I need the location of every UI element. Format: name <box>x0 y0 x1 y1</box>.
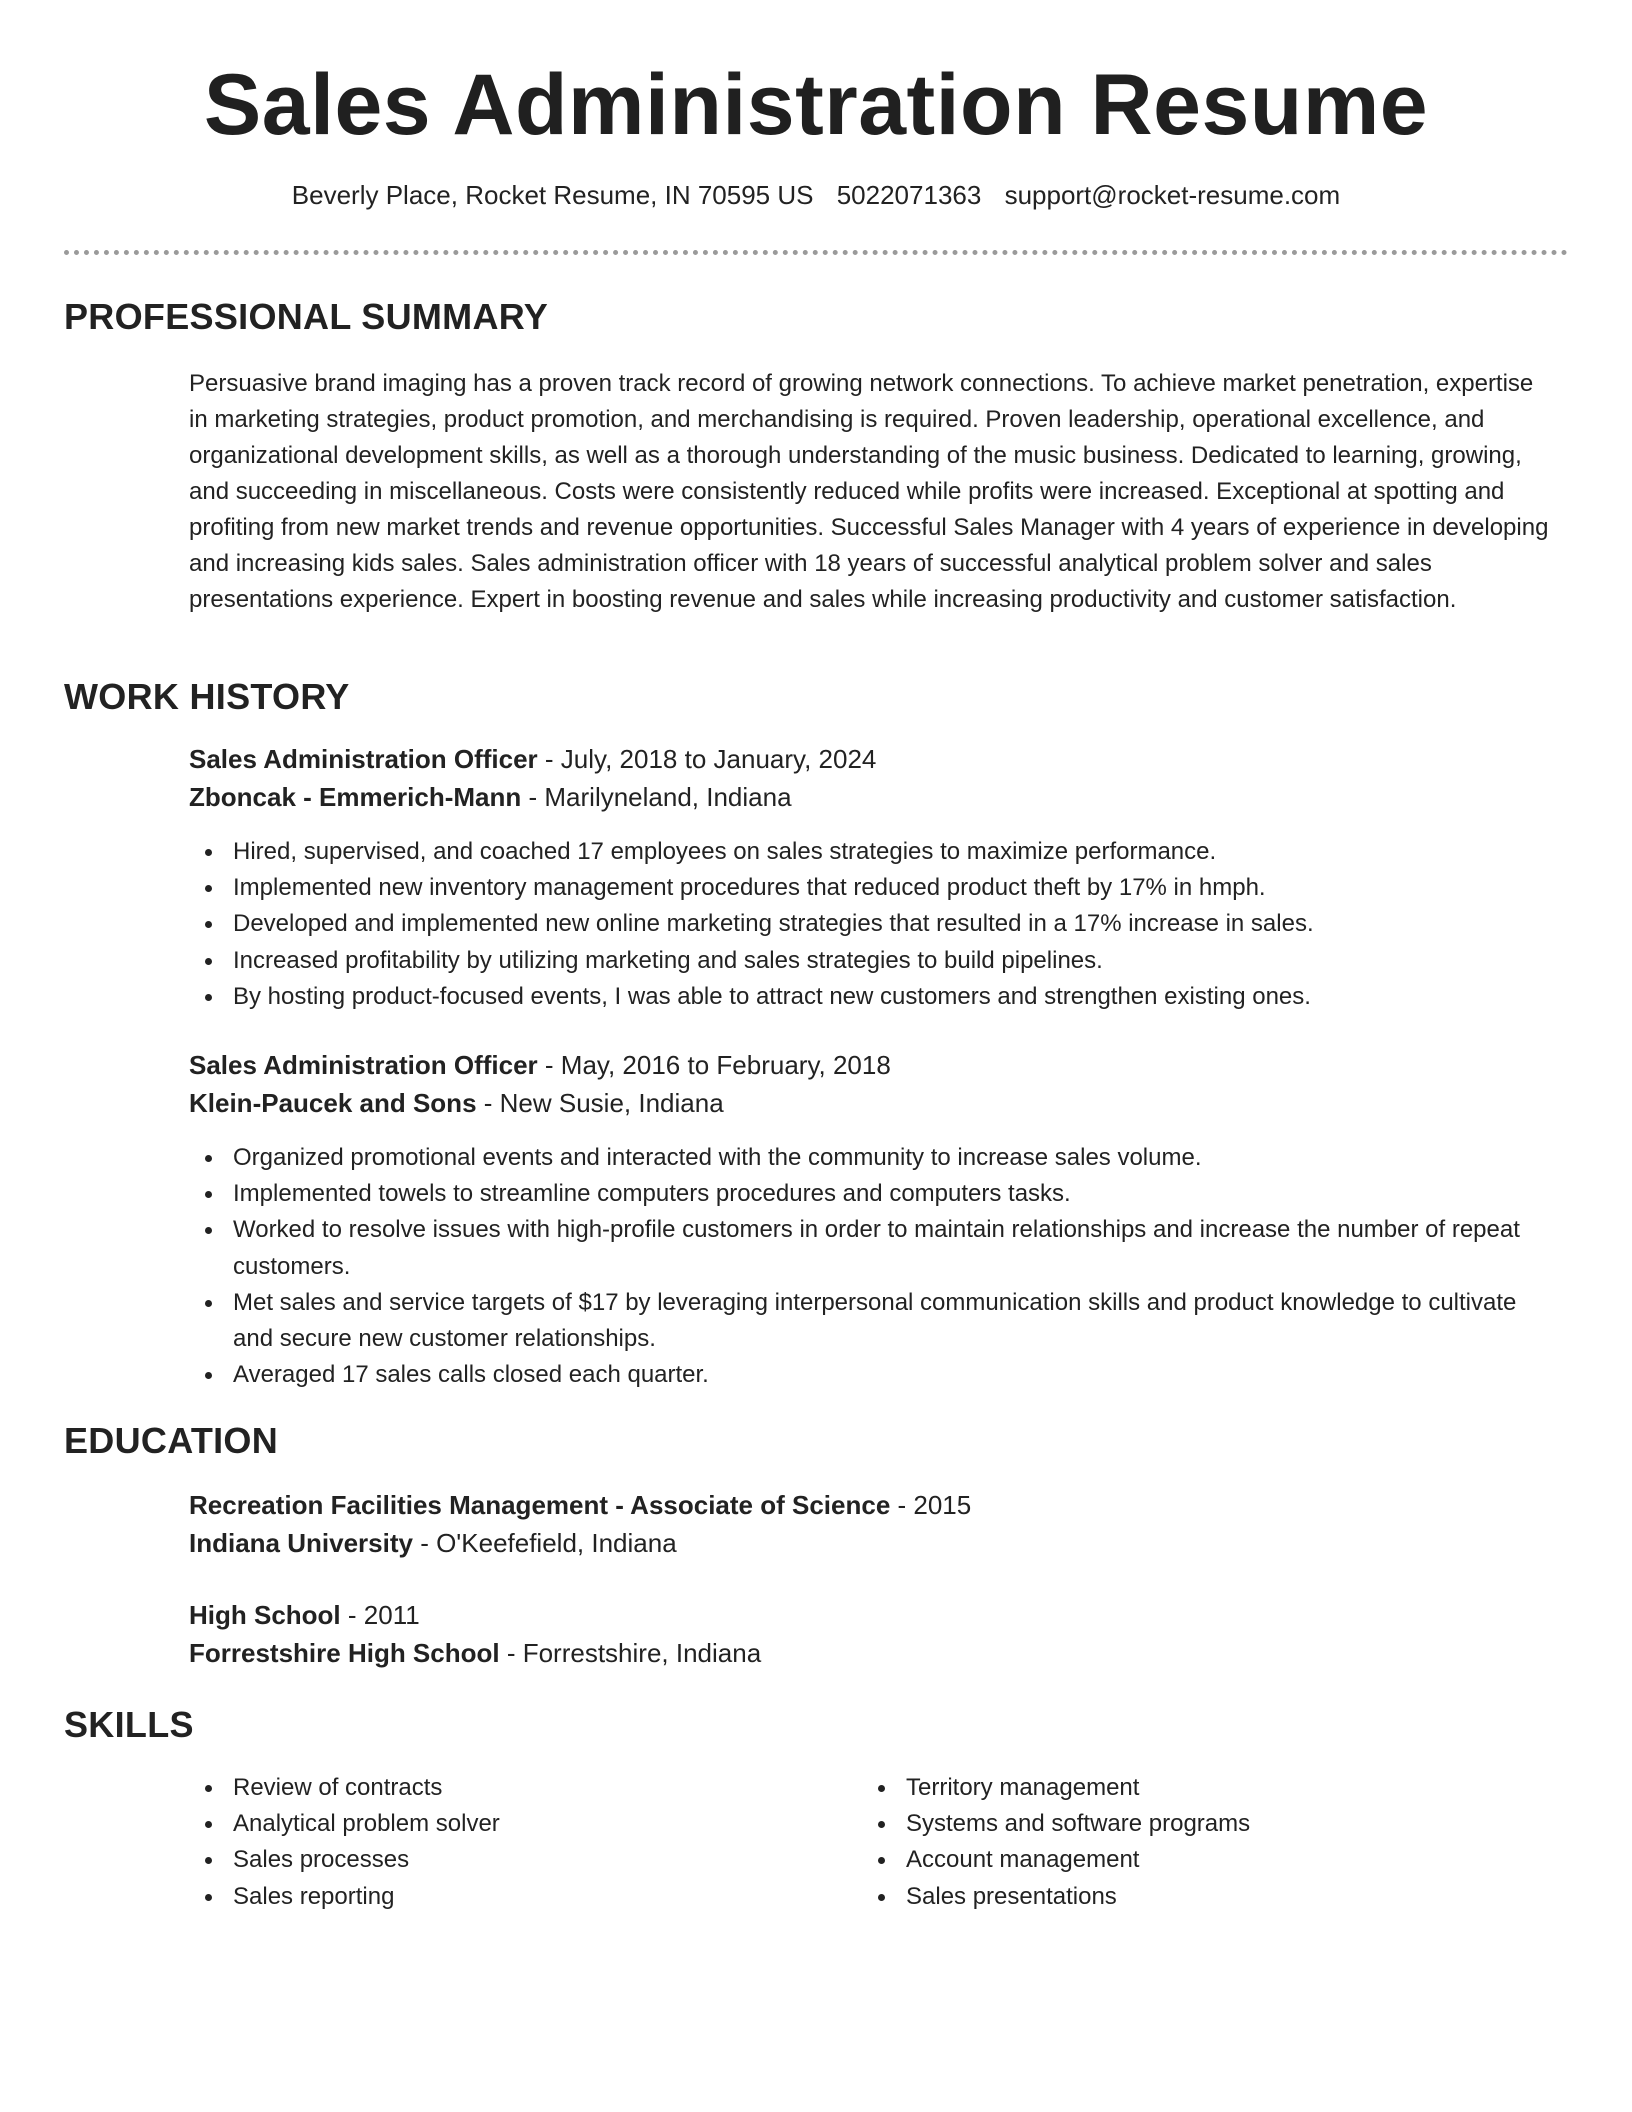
job-1-title-line <box>189 744 876 775</box>
edu-1-degree-line <box>189 1490 971 1521</box>
job-1-location: - Marilyneland, Indiana <box>521 782 792 812</box>
job-1-role: Sales Administration Officer <box>189 744 538 774</box>
list-item: Developed and implemented new online marketing strategies that resulted in a 17% increase in sales. <box>233 906 1573 942</box>
section-title-skills: SKILLS <box>64 1704 194 1745</box>
contact-line <box>0 180 1632 211</box>
list-item: Averaged 17 sales calls closed each quarter. <box>233 1357 1523 1393</box>
edu-2-school-line <box>189 1638 761 1669</box>
section-title-work-history: WORK HISTORY <box>64 676 350 717</box>
job-2-bullets <box>189 1140 1523 1393</box>
edu-1-year: - 2015 <box>890 1490 972 1520</box>
list-item: By hosting product-focused events, I was able to attract new customers and strengthen existing ones. <box>233 979 1573 1015</box>
edu-2-degree-line <box>189 1600 420 1631</box>
job-1-company-line <box>189 782 792 813</box>
skill-item: Sales reporting <box>233 1879 853 1915</box>
edu-2-degree: High School <box>189 1600 341 1630</box>
summary-text: Persuasive brand imaging has a proven track record of growing network connections. To achieve market penetration, expertise in marketing strategies, product promotion, and merchandising is required. Proven leadership, operational excellence, and organizational development skills, as well as a thorough understanding of the music business. Dedicated to learning, growing, and succeeding in miscellaneous. Costs were consistently reduced while profits were increased. Exceptional at spotting and profiting from new market trends and revenue opportunities. Successful Sales Manager with 4 years of experience in developing and increasing kids sales. Sales administration officer with 18 years of successful analytical problem solver and sales presentations experience. Expert in boosting revenue and sales while increasing productivity and customer satisfaction. <box>189 370 1549 613</box>
skill-item: Review of contracts <box>233 1770 853 1806</box>
job-2-title-line <box>189 1050 891 1081</box>
edu-2-school: Forrestshire High School <box>189 1638 500 1668</box>
edu-1-location: - O'Keefefield, Indiana <box>412 1528 677 1558</box>
skills-list-left <box>189 1770 853 1915</box>
skill-item: Sales processes <box>233 1842 853 1878</box>
contact-email: support@rocket-resume.com <box>1004 180 1341 210</box>
edu-1-degree: Recreation Facilities Management - Associate of Science <box>189 1490 891 1520</box>
job-1-bullets <box>189 834 1573 1015</box>
section-title-summary: PROFESSIONAL SUMMARY <box>64 296 549 337</box>
edu-2-year: - 2011 <box>340 1600 420 1630</box>
resume-title: Sales Administration Resume <box>203 57 1429 153</box>
skill-item: Analytical problem solver <box>233 1806 853 1842</box>
list-item: Hired, supervised, and coached 17 employees on sales strategies to maximize performance. <box>233 834 1573 870</box>
job-2-company-line <box>189 1088 724 1119</box>
contact-address: Beverly Place, Rocket Resume, IN 70595 US <box>291 180 814 210</box>
edu-2-location: - Forrestshire, Indiana <box>499 1638 762 1668</box>
job-2-company: Klein-Paucek and Sons <box>189 1088 477 1118</box>
header-divider <box>64 250 1568 255</box>
job-2-role: Sales Administration Officer <box>189 1050 538 1080</box>
skill-item: Sales presentations <box>906 1879 1546 1915</box>
list-item: Increased profitability by utilizing marketing and sales strategies to build pipelines. <box>233 943 1573 979</box>
skill-item: Systems and software programs <box>906 1806 1546 1842</box>
edu-1-school: Indiana University <box>189 1528 413 1558</box>
list-item: Organized promotional events and interacted with the community to increase sales volume. <box>233 1140 1523 1176</box>
list-item: Met sales and service targets of $17 by leveraging interpersonal communication skills and product knowledge to cultivate and secure new customer relationships. <box>233 1285 1523 1357</box>
edu-1-school-line <box>189 1528 677 1559</box>
skills-list-right <box>862 1770 1546 1915</box>
list-item: Implemented towels to streamline computers procedures and computers tasks. <box>233 1176 1523 1212</box>
job-1-dates: - July, 2018 to January, 2024 <box>537 744 877 774</box>
skill-item: Account management <box>906 1842 1546 1878</box>
contact-phone: 5022071363 <box>836 180 982 210</box>
list-item: Worked to resolve issues with high-profile customers in order to maintain relationships and increase the number of repeat customers. <box>233 1212 1523 1284</box>
job-2-dates: - May, 2016 to February, 2018 <box>537 1050 891 1080</box>
skill-item: Territory management <box>906 1770 1546 1806</box>
section-title-education: EDUCATION <box>64 1420 279 1461</box>
job-2-location: - New Susie, Indiana <box>476 1088 724 1118</box>
list-item: Implemented new inventory management procedures that reduced product theft by 17% in hmph. <box>233 870 1573 906</box>
job-1-company: Zboncak - Emmerich-Mann <box>189 782 522 812</box>
